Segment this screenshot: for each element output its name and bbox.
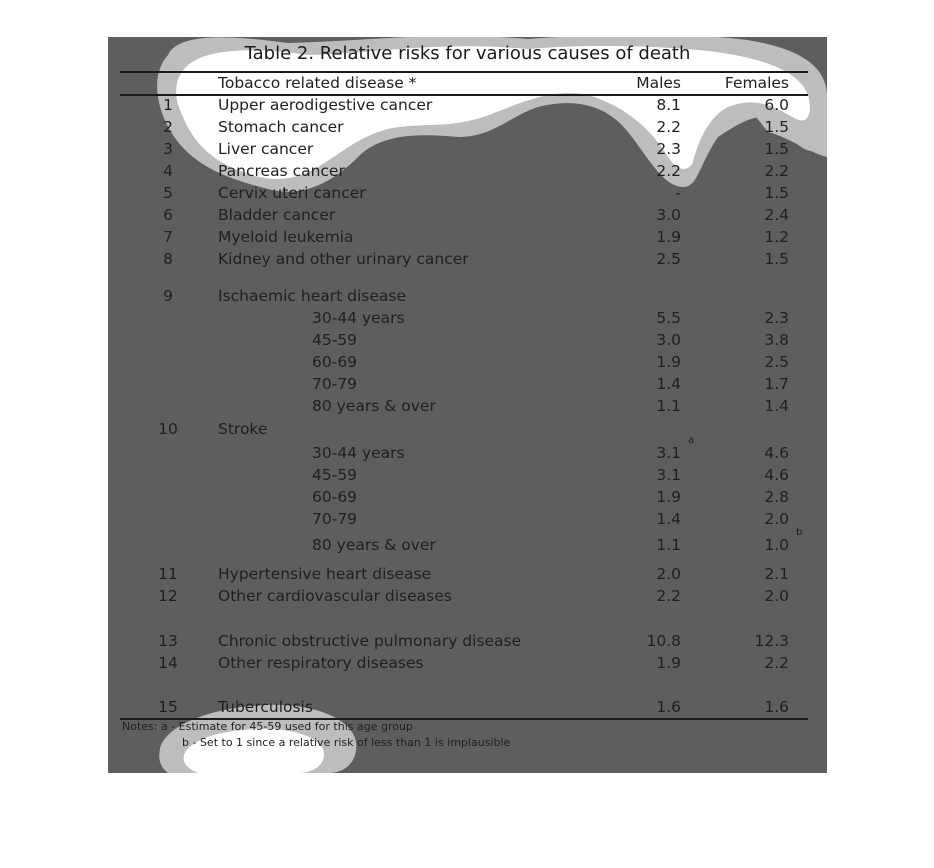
males-value: 3.0 xyxy=(656,331,681,349)
table-row xyxy=(108,226,827,248)
row-number: 2 xyxy=(163,118,173,136)
disease-label: Chronic obstructive pulmonary disease xyxy=(218,632,522,650)
age-group-label: 45-59 xyxy=(312,466,358,484)
females-value: 4.6 xyxy=(764,444,789,462)
males-value: 2.3 xyxy=(656,140,681,158)
females-value: 2.0 xyxy=(764,587,789,605)
footnote-marker-a: a xyxy=(688,435,695,446)
disease-label: Hypertensive heart disease xyxy=(218,565,432,583)
females-value: 1.5 xyxy=(764,250,789,268)
document-panel xyxy=(108,37,827,773)
disease-label: Pancreas cancer xyxy=(218,162,345,180)
row-number: 14 xyxy=(158,654,178,672)
females-value: 1.7 xyxy=(764,375,789,393)
males-value: 1.1 xyxy=(656,397,681,415)
row-number: 5 xyxy=(163,184,173,202)
females-value: 6.0 xyxy=(764,96,789,114)
females-value: 2.5 xyxy=(764,353,789,371)
table-row xyxy=(108,435,827,464)
table-content xyxy=(108,37,827,773)
males-value: 10.8 xyxy=(646,632,681,650)
disease-label: Bladder cancer xyxy=(218,206,336,224)
table-row xyxy=(108,527,827,556)
row-number: 9 xyxy=(163,287,173,305)
table-row xyxy=(108,395,827,417)
disease-label: Myeloid leukemia xyxy=(218,228,354,246)
disease-label: Other cardiovascular diseases xyxy=(218,587,452,605)
females-value: 2.1 xyxy=(764,565,789,583)
disease-label: Cervix uteri cancer xyxy=(218,184,366,202)
table-row xyxy=(108,418,827,440)
females-value: 2.2 xyxy=(764,654,789,672)
table-row xyxy=(108,508,827,530)
females-value: 1.5 xyxy=(764,184,789,202)
males-value: 2.2 xyxy=(656,587,681,605)
disease-label: Upper aerodigestive cancer xyxy=(218,96,433,114)
table-row xyxy=(108,285,827,307)
age-group-label: 60-69 xyxy=(312,488,358,506)
females-value: 1.5 xyxy=(764,140,789,158)
row-number: 3 xyxy=(163,140,173,158)
males-value: 1.4 xyxy=(656,375,681,393)
males-value: 1.9 xyxy=(656,654,681,672)
age-group-label: 60-69 xyxy=(312,353,358,371)
row-number: 13 xyxy=(158,632,178,650)
age-group-label: 80 years & over xyxy=(312,536,436,554)
males-value: 1.9 xyxy=(656,228,681,246)
table-row xyxy=(108,116,827,138)
males-value: 3.1 xyxy=(656,444,681,462)
disease-label: Stomach cancer xyxy=(218,118,344,136)
females-value: 1.4 xyxy=(764,397,789,415)
table-row xyxy=(108,652,827,674)
males-value: - xyxy=(675,184,681,202)
age-group-label: 45-59 xyxy=(312,331,358,349)
females-value: 1.5 xyxy=(764,118,789,136)
row-number: 10 xyxy=(158,420,178,438)
table-row xyxy=(108,373,827,395)
row-number: 1 xyxy=(163,96,173,114)
females-value: 2.2 xyxy=(764,162,789,180)
males-value: 1.9 xyxy=(656,353,681,371)
males-value: 2.0 xyxy=(656,565,681,583)
table-row xyxy=(108,138,827,160)
females-value: 2.3 xyxy=(764,309,789,327)
disease-label: Other respiratory diseases xyxy=(218,654,424,672)
males-value: 3.0 xyxy=(656,206,681,224)
table-row xyxy=(108,696,827,718)
females-value: 1.0 xyxy=(764,536,789,554)
males-value: 3.1 xyxy=(656,466,681,484)
males-value: 1.4 xyxy=(656,510,681,528)
females-value: 1.6 xyxy=(764,698,789,716)
table-row xyxy=(108,486,827,508)
note-a: Notes: a - Estimate for 45-59 used for this age group xyxy=(122,720,413,733)
row-number: 12 xyxy=(158,587,178,605)
table-row xyxy=(108,248,827,270)
females-value: 2.0 xyxy=(764,510,789,528)
table-title: Table 2. Relative risks for various causes of death xyxy=(244,43,691,64)
table-row xyxy=(108,630,827,652)
age-group-label: 30-44 years xyxy=(312,309,405,327)
note-b: b - Set to 1 since a relative risk of less than 1 is implausible xyxy=(182,736,511,749)
males-value: 5.5 xyxy=(656,309,681,327)
disease-label: Liver cancer xyxy=(218,140,314,158)
top-rule xyxy=(120,71,808,73)
males-value: 1.6 xyxy=(656,698,681,716)
footnote-marker-b: b xyxy=(796,527,803,538)
disease-label: Kidney and other urinary cancer xyxy=(218,250,469,268)
females-value: 1.2 xyxy=(764,228,789,246)
males-value: 1.9 xyxy=(656,488,681,506)
males-value: 2.5 xyxy=(656,250,681,268)
age-group-label: 70-79 xyxy=(312,375,358,393)
disease-label: Tuberculosis xyxy=(218,698,313,716)
table-row xyxy=(108,307,827,329)
disease-label: Stroke xyxy=(218,420,268,438)
table-row xyxy=(108,464,827,486)
row-number: 15 xyxy=(158,698,178,716)
header-males: Males xyxy=(636,74,681,92)
females-value: 4.6 xyxy=(764,466,789,484)
row-number: 6 xyxy=(163,206,173,224)
age-group-label: 70-79 xyxy=(312,510,358,528)
table-row xyxy=(108,563,827,585)
row-number: 8 xyxy=(163,250,173,268)
row-number: 7 xyxy=(163,228,173,246)
males-value: 2.2 xyxy=(656,118,681,136)
males-value: 8.1 xyxy=(656,96,681,114)
table-row xyxy=(108,585,827,607)
table-row xyxy=(108,94,827,116)
females-value: 3.8 xyxy=(764,331,789,349)
males-value: 2.2 xyxy=(656,162,681,180)
females-value: 2.4 xyxy=(764,206,789,224)
table-row xyxy=(108,329,827,351)
females-value: 12.3 xyxy=(754,632,789,650)
row-number: 4 xyxy=(163,162,173,180)
females-value: 2.8 xyxy=(764,488,789,506)
age-group-label: 80 years & over xyxy=(312,397,436,415)
age-group-label: 30-44 years xyxy=(312,444,405,462)
header-females: Females xyxy=(724,74,789,92)
males-value: 1.1 xyxy=(656,536,681,554)
table-row xyxy=(108,351,827,373)
row-number: 11 xyxy=(158,565,178,583)
table-row xyxy=(108,204,827,226)
table-row xyxy=(108,160,827,182)
disease-label: Ischaemic heart disease xyxy=(218,287,406,305)
table-row xyxy=(108,182,827,204)
header-disease: Tobacco related disease * xyxy=(218,74,417,92)
